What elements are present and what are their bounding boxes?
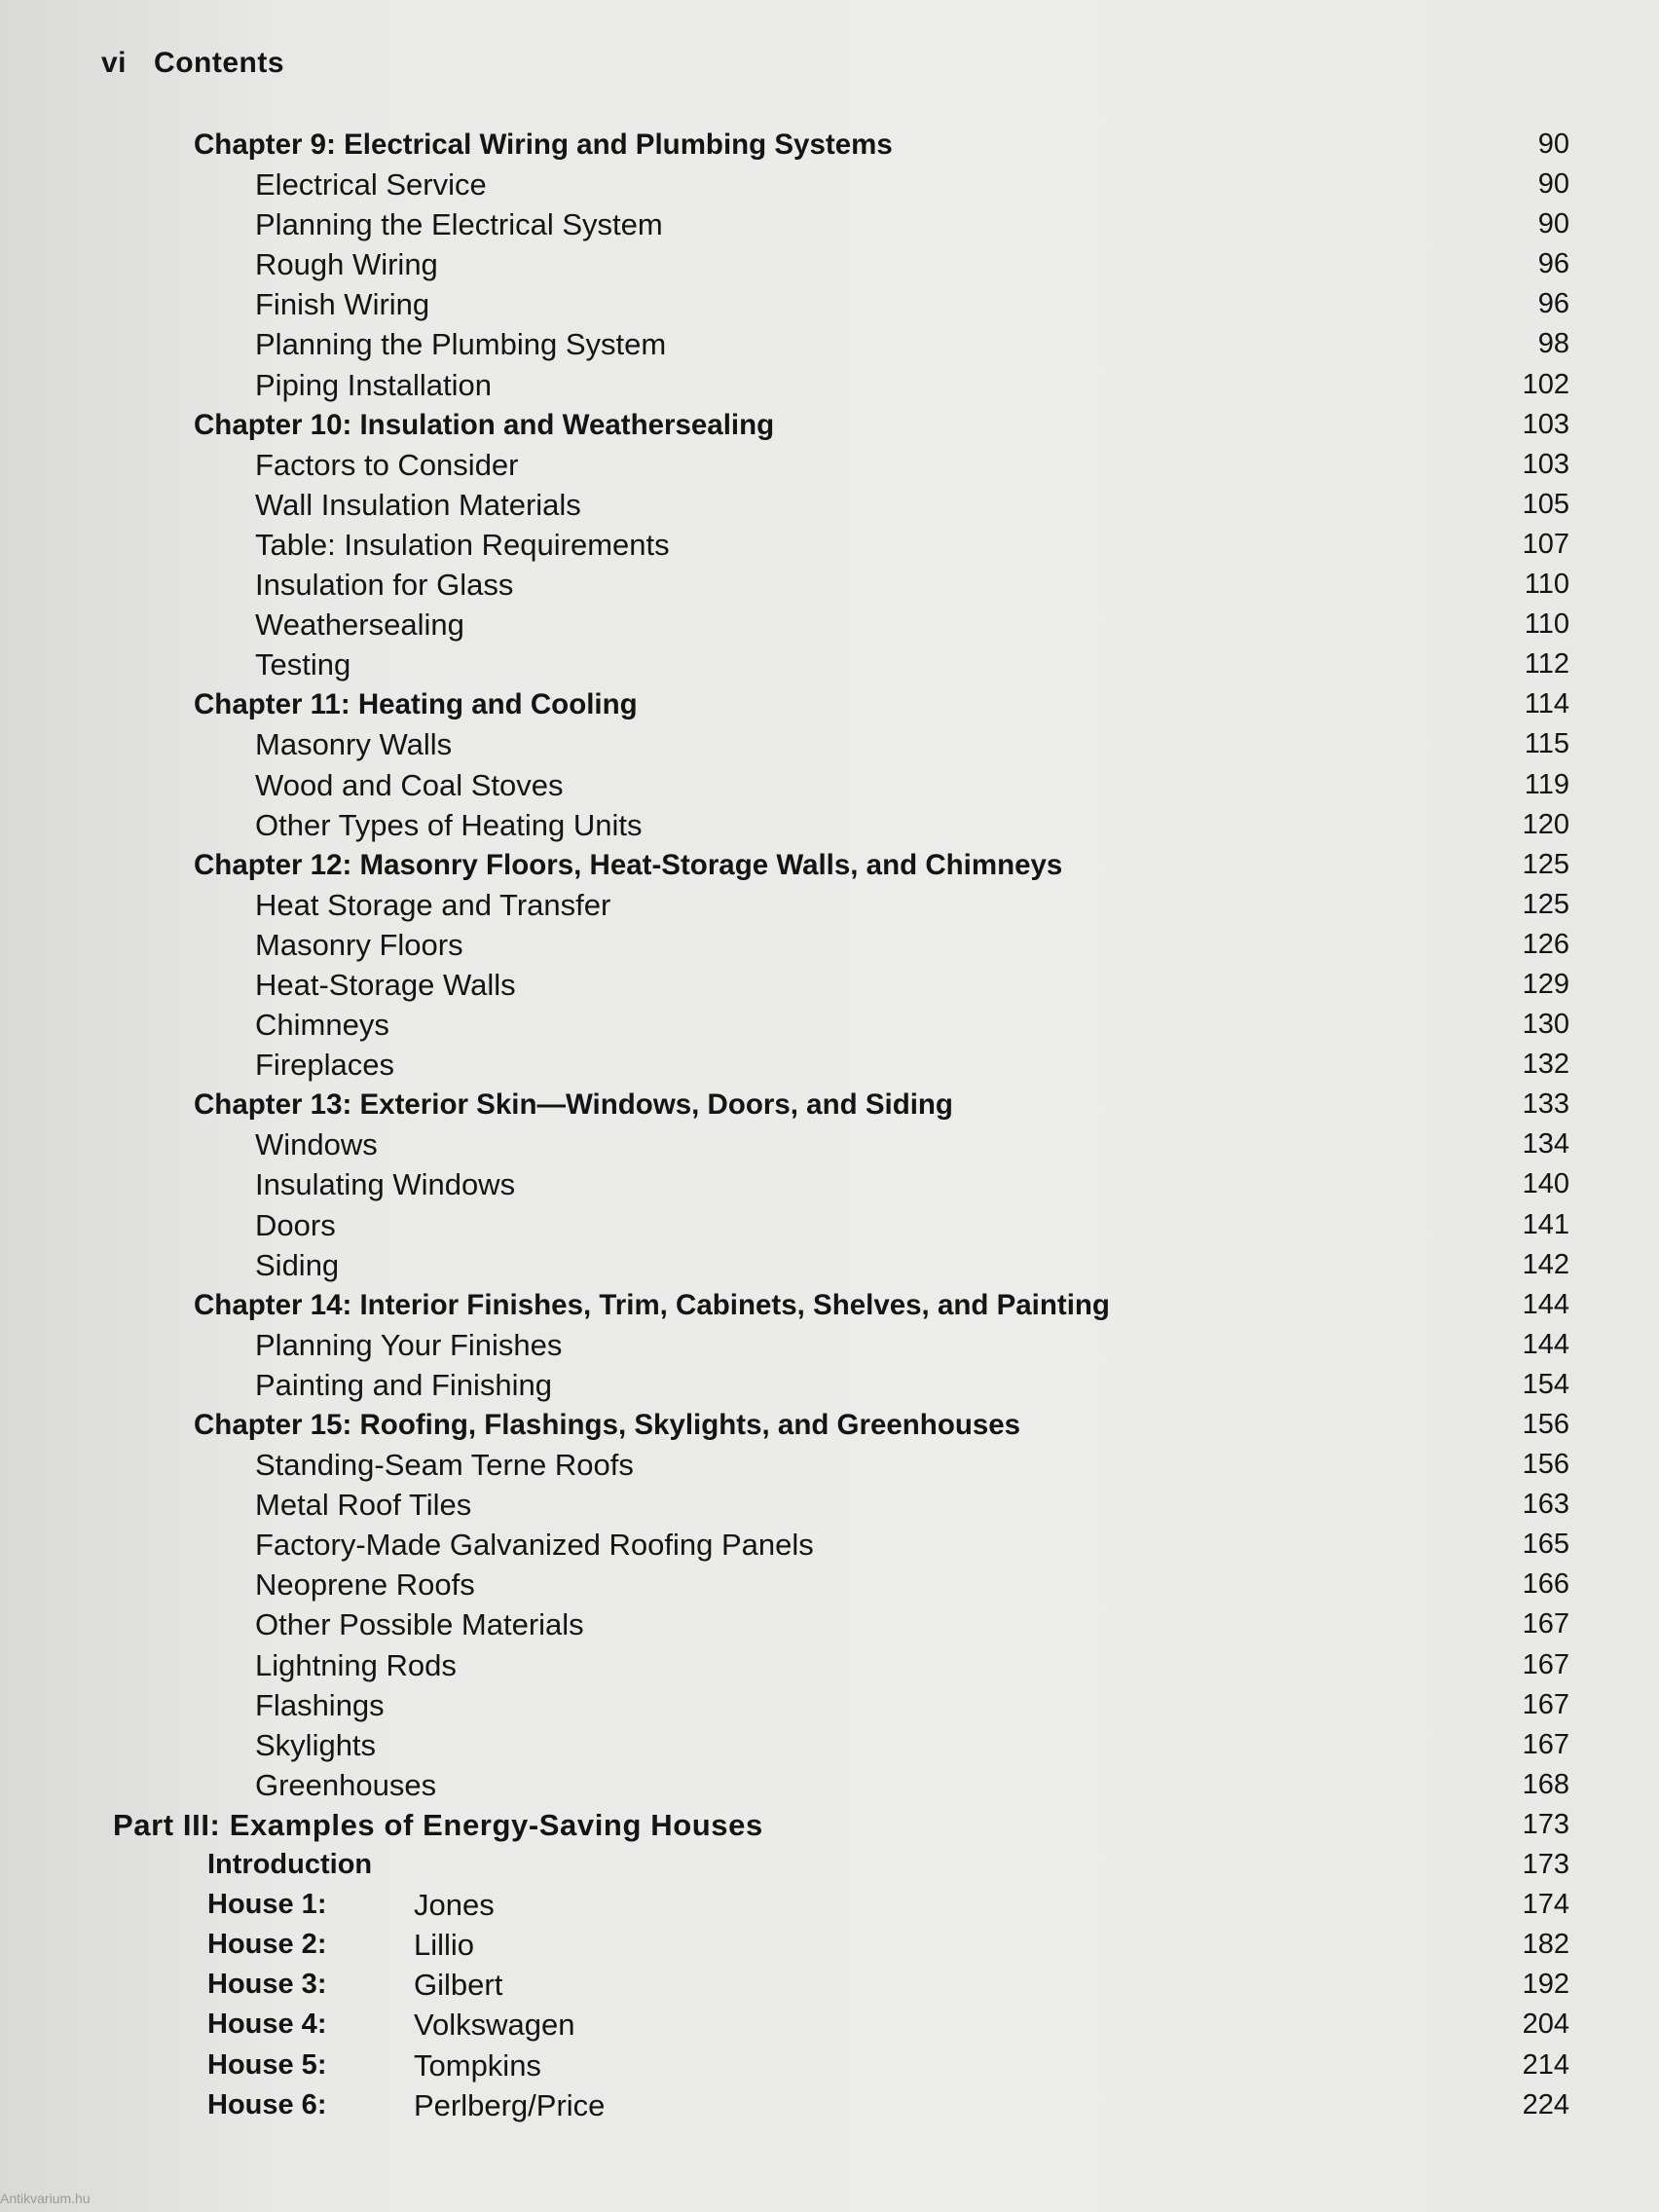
section-title: Skylights bbox=[255, 1727, 377, 1762]
section-title: Factors to Consider bbox=[255, 447, 519, 482]
toc-chapter-13 bbox=[0, 1085, 1659, 1124]
section-title: Metal Roof Tiles bbox=[255, 1488, 472, 1523]
section-title: Masonry Walls bbox=[255, 727, 453, 762]
page-number: 142 bbox=[1522, 1248, 1569, 1280]
page-number: 107 bbox=[1522, 528, 1569, 560]
chapter-title: Chapter 11: Heating and Cooling bbox=[194, 688, 638, 721]
section-title: Planning the Electrical System bbox=[255, 207, 663, 242]
page-number: 130 bbox=[1522, 1009, 1569, 1041]
section-title: Other Possible Materials bbox=[255, 1607, 584, 1642]
section-title: Doors bbox=[255, 1207, 336, 1242]
toc-section bbox=[0, 165, 1659, 204]
page-number: 144 bbox=[1522, 1328, 1569, 1360]
page-number: 103 bbox=[1522, 408, 1569, 440]
section-title: Flashings bbox=[255, 1687, 385, 1722]
toc-house-1 bbox=[0, 1885, 1659, 1925]
section-title: Insulating Windows bbox=[255, 1167, 516, 1202]
section-title: Siding bbox=[255, 1247, 340, 1282]
section-title: Electrical Service bbox=[255, 167, 487, 203]
section-title: Standing-Seam Terne Roofs bbox=[255, 1448, 634, 1483]
section-title: Windows bbox=[255, 1127, 378, 1162]
chapter-title: Chapter 10: Insulation and Weathersealing bbox=[194, 408, 775, 441]
chapter-title: Chapter 13: Exterior Skin—Windows, Doors, and Siding bbox=[194, 1088, 953, 1122]
house-name: Gilbert bbox=[414, 1968, 503, 2003]
house-label: House 5: bbox=[207, 2048, 327, 2081]
house-label: House 1: bbox=[207, 1889, 327, 1921]
section-title: Masonry Floors bbox=[255, 927, 463, 962]
page-number: 204 bbox=[1522, 2009, 1569, 2041]
toc-section bbox=[0, 284, 1659, 324]
toc-section bbox=[0, 724, 1659, 764]
toc-section bbox=[0, 1205, 1659, 1245]
table-of-contents bbox=[0, 125, 1659, 2125]
page-number: 174 bbox=[1522, 1889, 1569, 1921]
toc-section bbox=[0, 1645, 1659, 1685]
house-label: House 2: bbox=[207, 1929, 327, 1961]
house-name: Volkswagen bbox=[414, 2008, 575, 2043]
toc-part-3 bbox=[0, 1805, 1659, 1845]
toc-section bbox=[0, 565, 1659, 605]
section-title: Finish Wiring bbox=[255, 287, 430, 322]
toc-section bbox=[0, 1565, 1659, 1604]
toc-section bbox=[0, 525, 1659, 565]
part-title: Part III: Examples of Energy-Saving Houses bbox=[113, 1807, 763, 1842]
toc-section bbox=[0, 805, 1659, 845]
page-number: 90 bbox=[1537, 208, 1569, 240]
section-title: Neoprene Roofs bbox=[255, 1567, 475, 1603]
toc-house-2 bbox=[0, 1925, 1659, 1965]
page-number: 114 bbox=[1524, 688, 1569, 720]
page-number: 192 bbox=[1522, 1969, 1569, 2001]
page-number: 167 bbox=[1522, 1728, 1569, 1760]
page-number: 125 bbox=[1522, 848, 1569, 880]
page-number: 144 bbox=[1522, 1288, 1569, 1320]
toc-section bbox=[0, 1525, 1659, 1565]
page-number: 173 bbox=[1522, 1849, 1569, 1881]
page-header bbox=[101, 47, 284, 80]
toc-section bbox=[0, 1485, 1659, 1525]
section-title: Greenhouses bbox=[255, 1767, 437, 1802]
section-title: Heat Storage and Transfer bbox=[255, 887, 611, 922]
chapter-title: Chapter 9: Electrical Wiring and Plumbing Systems bbox=[194, 129, 893, 161]
page-number: 163 bbox=[1522, 1489, 1569, 1521]
section-title: Planning the Plumbing System bbox=[255, 327, 667, 362]
toc-section bbox=[0, 244, 1659, 284]
page-number: 168 bbox=[1522, 1768, 1569, 1800]
page-number: 167 bbox=[1522, 1688, 1569, 1720]
page-number: 115 bbox=[1524, 728, 1569, 760]
page-number: 166 bbox=[1522, 1568, 1569, 1601]
page-number: 120 bbox=[1522, 808, 1569, 840]
section-title: Lightning Rods bbox=[255, 1647, 457, 1682]
house-name: Perlberg/Price bbox=[414, 2087, 606, 2122]
toc-section bbox=[0, 1045, 1659, 1085]
house-name: Jones bbox=[414, 1888, 495, 1923]
toc-section bbox=[0, 1005, 1659, 1045]
toc-section bbox=[0, 204, 1659, 244]
toc-chapter-10 bbox=[0, 405, 1659, 445]
page-number: 129 bbox=[1522, 968, 1569, 1000]
page-number: 156 bbox=[1522, 1409, 1569, 1440]
toc-house-4 bbox=[0, 2005, 1659, 2045]
page-number: 110 bbox=[1524, 608, 1569, 641]
chapter-title: Chapter 14: Interior Finishes, Trim, Cabinets, Shelves, and Painting bbox=[194, 1288, 1110, 1321]
toc-chapter-15 bbox=[0, 1405, 1659, 1445]
house-name: Tompkins bbox=[414, 2047, 541, 2083]
page-number: 141 bbox=[1522, 1208, 1569, 1240]
page-number: 96 bbox=[1537, 288, 1569, 320]
section-title: Painting and Finishing bbox=[255, 1367, 553, 1402]
toc-section bbox=[0, 1245, 1659, 1285]
toc-chapter-14 bbox=[0, 1285, 1659, 1325]
page-number: 125 bbox=[1522, 888, 1569, 920]
page-number: 132 bbox=[1522, 1049, 1569, 1081]
watermark-text: Antikvarium.hu bbox=[0, 2191, 91, 2206]
page-number: 165 bbox=[1522, 1529, 1569, 1561]
section-title: Wall Insulation Materials bbox=[255, 487, 581, 522]
toc-section bbox=[0, 365, 1659, 405]
toc-section bbox=[0, 485, 1659, 525]
toc-section bbox=[0, 1604, 1659, 1644]
page-number: 110 bbox=[1524, 569, 1569, 601]
page-number: 96 bbox=[1537, 248, 1569, 280]
page-number: 112 bbox=[1524, 648, 1569, 681]
section-title: Testing bbox=[255, 647, 351, 682]
toc-section bbox=[0, 925, 1659, 965]
toc-section bbox=[0, 1725, 1659, 1765]
chapter-title: Chapter 15: Roofing, Flashings, Skylights, and Greenhouses bbox=[194, 1409, 1021, 1441]
section-title: Piping Installation bbox=[255, 367, 492, 402]
toc-section bbox=[0, 324, 1659, 364]
toc-section bbox=[0, 1765, 1659, 1805]
page-number: 167 bbox=[1522, 1648, 1569, 1680]
page-number: 134 bbox=[1522, 1128, 1569, 1161]
page-number: 98 bbox=[1537, 328, 1569, 360]
page-number: 173 bbox=[1522, 1808, 1569, 1840]
toc-section bbox=[0, 645, 1659, 684]
toc-house-3 bbox=[0, 1965, 1659, 2005]
toc-section bbox=[0, 1445, 1659, 1485]
toc-section bbox=[0, 1325, 1659, 1365]
toc-section bbox=[0, 1685, 1659, 1725]
toc-section bbox=[0, 1365, 1659, 1405]
page-title: Contents bbox=[154, 47, 285, 79]
section-title: Chimneys bbox=[255, 1008, 389, 1043]
toc-house-5 bbox=[0, 2046, 1659, 2085]
toc-chapter-12 bbox=[0, 845, 1659, 885]
section-title: Insulation for Glass bbox=[255, 568, 514, 603]
page-number: 167 bbox=[1522, 1608, 1569, 1641]
toc-section bbox=[0, 605, 1659, 645]
page-number: 133 bbox=[1522, 1088, 1569, 1121]
toc-chapter-11 bbox=[0, 684, 1659, 724]
page-number: 90 bbox=[1537, 129, 1569, 160]
house-label: House 3: bbox=[207, 1969, 327, 2001]
page-number: 102 bbox=[1522, 368, 1569, 400]
toc-chapter-9 bbox=[0, 125, 1659, 165]
introduction-title: Introduction bbox=[207, 1849, 373, 1881]
page-number: 119 bbox=[1524, 768, 1569, 800]
house-label: House 6: bbox=[207, 2088, 327, 2120]
page-number: 140 bbox=[1522, 1168, 1569, 1200]
section-title: Fireplaces bbox=[255, 1048, 394, 1083]
section-title: Rough Wiring bbox=[255, 247, 438, 282]
page-numeral: vi bbox=[101, 47, 128, 79]
page-number: 126 bbox=[1522, 928, 1569, 960]
toc-house-6 bbox=[0, 2085, 1659, 2125]
page-number: 154 bbox=[1522, 1368, 1569, 1400]
section-title: Wood and Coal Stoves bbox=[255, 767, 564, 802]
toc-section bbox=[0, 1124, 1659, 1164]
section-title: Heat-Storage Walls bbox=[255, 967, 516, 1002]
toc-section bbox=[0, 965, 1659, 1005]
toc-section bbox=[0, 885, 1659, 925]
house-label: House 4: bbox=[207, 2009, 327, 2041]
page-number: 182 bbox=[1522, 1929, 1569, 1961]
toc-introduction bbox=[0, 1845, 1659, 1885]
toc-section bbox=[0, 1164, 1659, 1204]
section-title: Factory-Made Galvanized Roofing Panels bbox=[255, 1528, 814, 1563]
page-number: 224 bbox=[1522, 2088, 1569, 2120]
section-title: Weathersealing bbox=[255, 608, 464, 643]
section-title: Planning Your Finishes bbox=[255, 1327, 563, 1362]
toc-section bbox=[0, 765, 1659, 805]
page-number: 214 bbox=[1522, 2048, 1569, 2081]
toc-section bbox=[0, 445, 1659, 485]
page-number: 156 bbox=[1522, 1449, 1569, 1481]
page-number: 90 bbox=[1537, 168, 1569, 201]
page-number: 105 bbox=[1522, 488, 1569, 520]
page-number: 103 bbox=[1522, 448, 1569, 480]
section-title: Table: Insulation Requirements bbox=[255, 527, 670, 562]
section-title: Other Types of Heating Units bbox=[255, 807, 643, 842]
house-name: Lillio bbox=[414, 1928, 475, 1963]
chapter-title: Chapter 12: Masonry Floors, Heat-Storage Walls, and Chimneys bbox=[194, 848, 1063, 881]
